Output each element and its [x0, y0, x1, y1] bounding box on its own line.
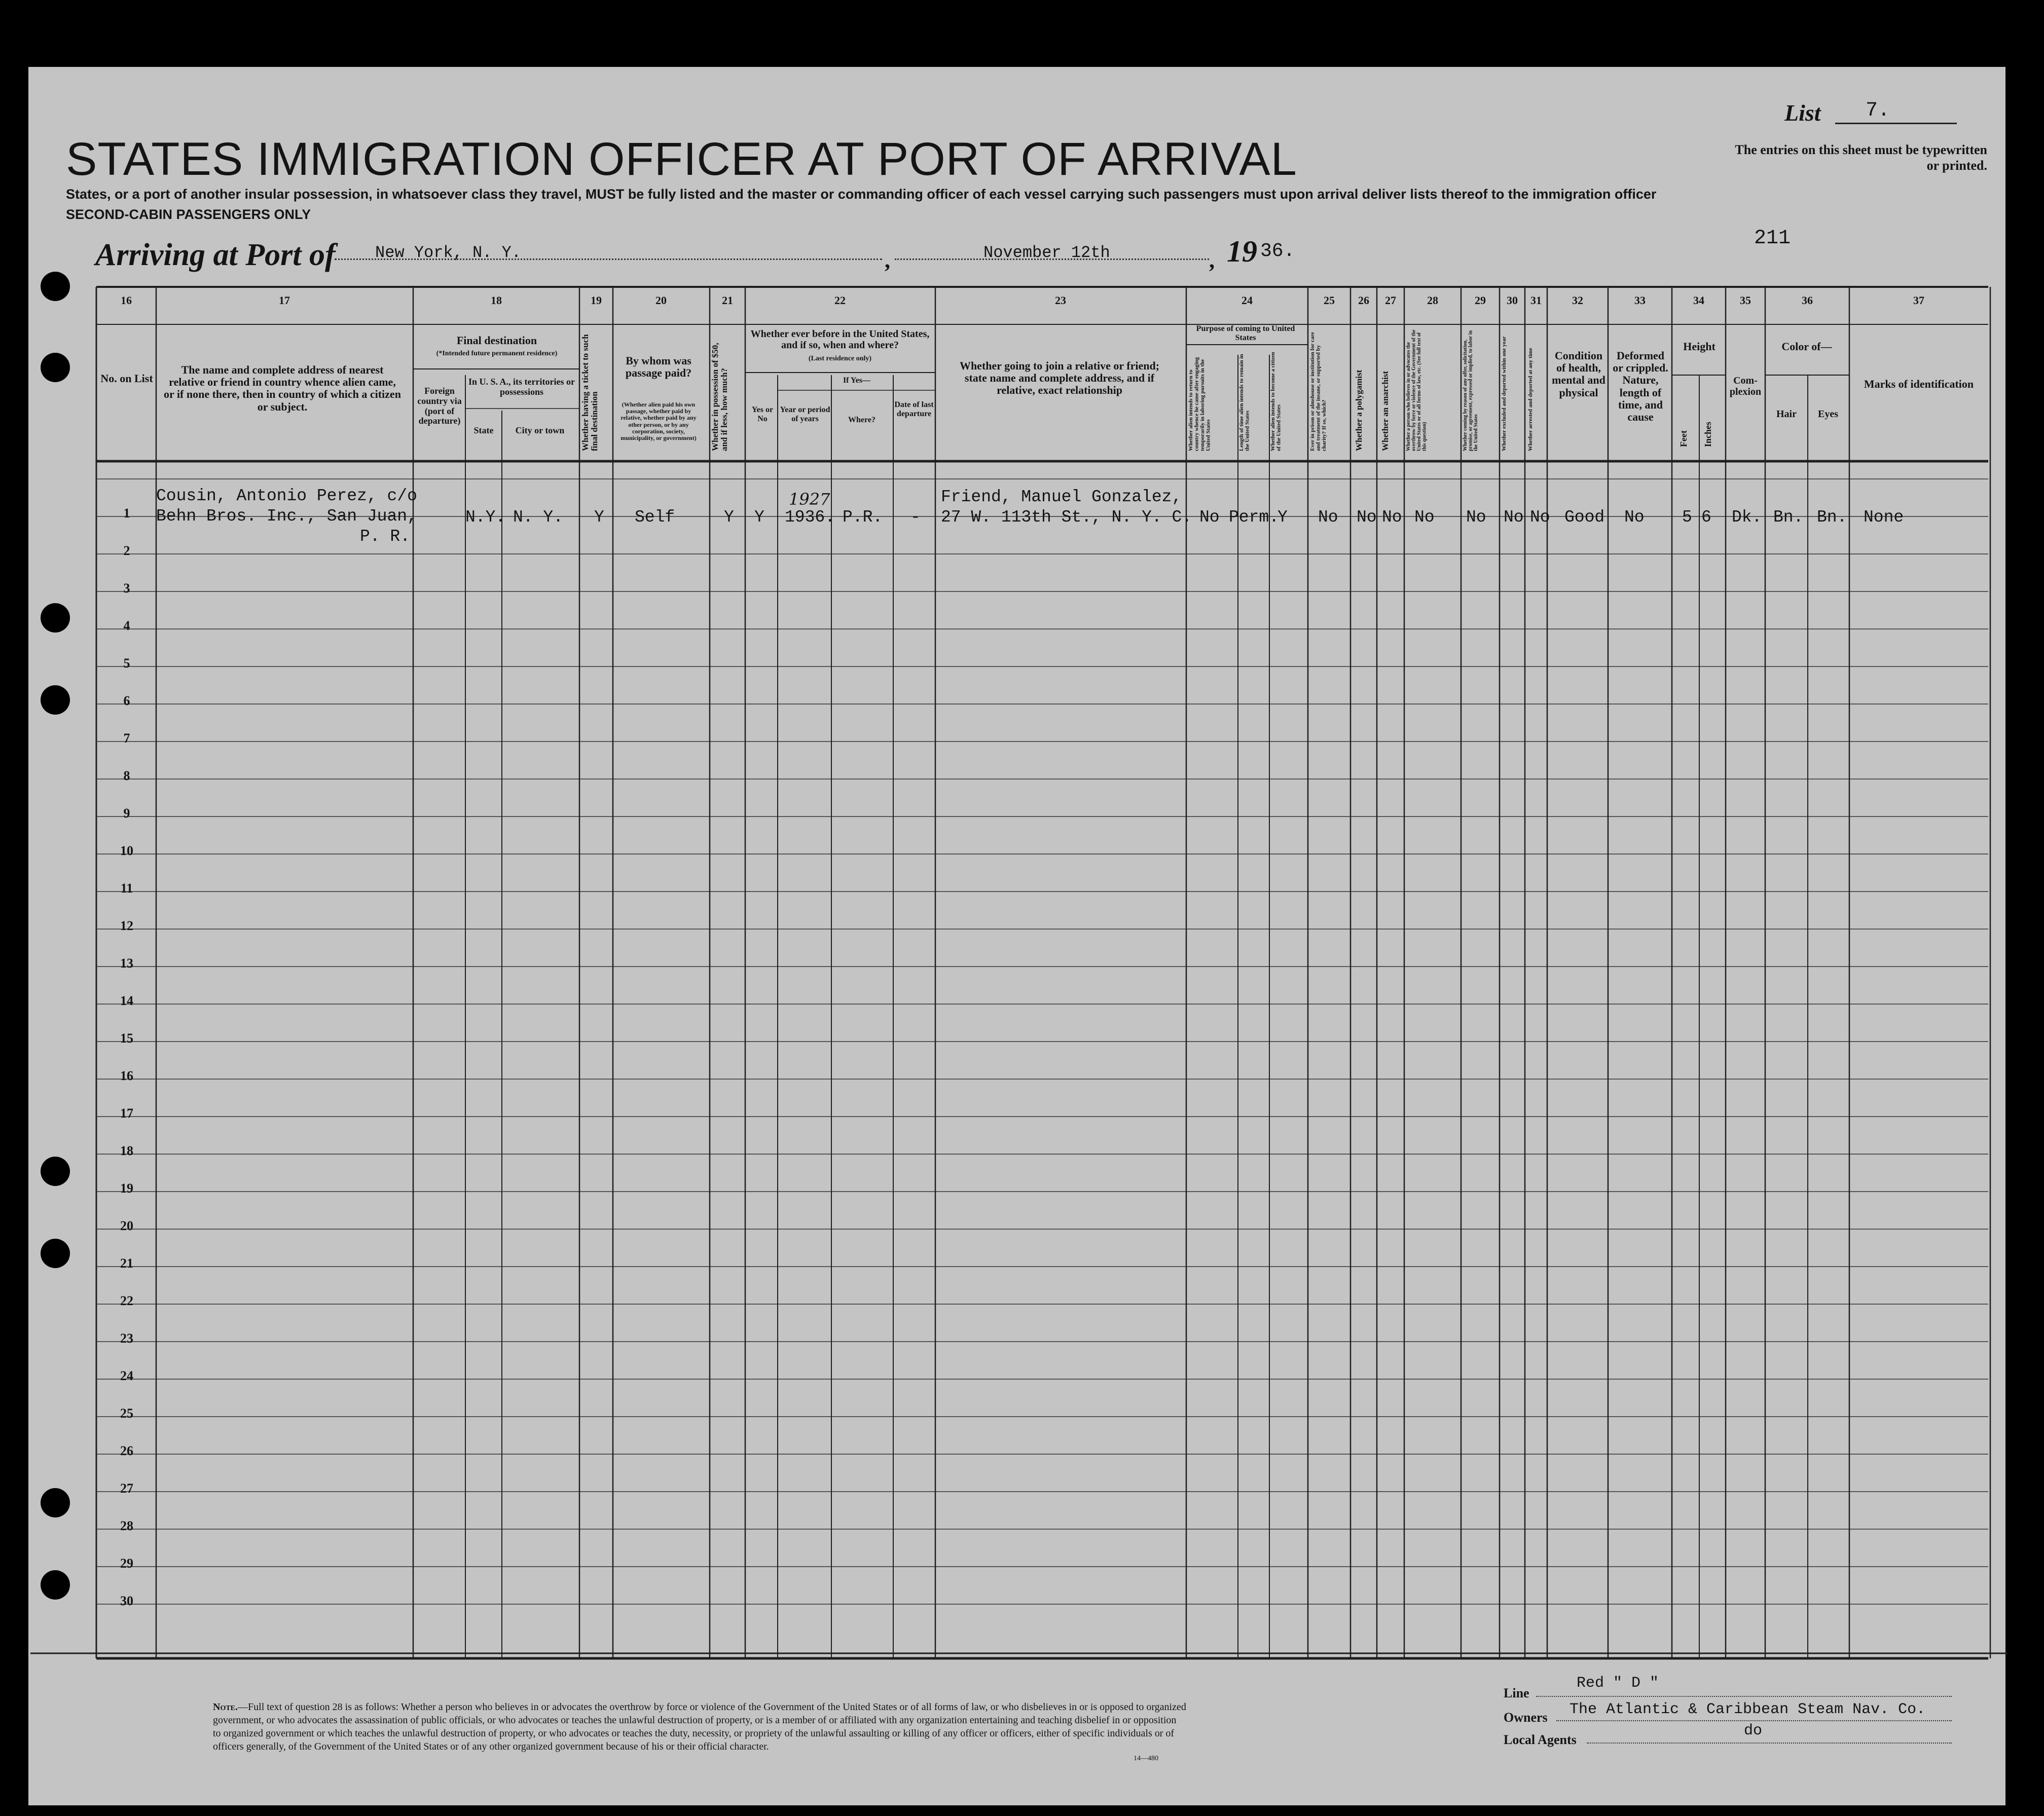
year-prefix: 19: [1227, 235, 1257, 268]
list-number: 7.: [1866, 99, 1890, 122]
row-number: 10: [120, 843, 133, 858]
row-number: 16: [120, 1068, 133, 1083]
col-22-title: Whether ever before in the United States, and if so, when and where?: [750, 328, 930, 351]
col-17-header: The name and complete address of nearest relative or friend in country whence alien came, or if none there, then in country of which a citizen or subject.: [164, 363, 401, 413]
row-number: 26: [120, 1443, 133, 1458]
col-18-title: Final destination: [456, 334, 537, 347]
col-22-date: Date of last departure: [894, 400, 934, 418]
entry-inches: 6: [1701, 508, 1711, 527]
col-34-inches: Inches: [1703, 421, 1713, 447]
row-number: 4: [123, 618, 130, 633]
col-18-city: City or town: [515, 425, 565, 435]
line-value: Red " D ": [1577, 1675, 1659, 1692]
owners-value: The Atlantic & Caribbean Steam Nav. Co.: [1570, 1701, 1926, 1718]
agents-label: Local Agents: [1504, 1732, 1577, 1747]
entry-join-line2: 27 W. 113th St., N. Y. C.: [941, 508, 1192, 527]
col-19-header: Whether having a ticket to such final destination: [580, 334, 599, 451]
entry-citizen: Y: [1278, 508, 1288, 527]
col-18-sub: (*Intended future permanent residence): [436, 350, 558, 357]
entry-labor: No: [1466, 508, 1486, 527]
column-number: 35: [1740, 294, 1751, 307]
arriving-label: Arriving at Port of: [95, 238, 336, 272]
entry-deported: No: [1530, 508, 1550, 527]
col-36-eyes: Eyes: [1818, 409, 1838, 420]
row-number: 28: [120, 1518, 133, 1533]
column-number: 22: [834, 294, 846, 307]
col-22-where: Where?: [848, 416, 875, 424]
entry-length: Perm.: [1229, 508, 1280, 527]
column-number: 21: [722, 294, 733, 307]
owners-label: Owners: [1504, 1710, 1548, 1725]
form-number: 14—480: [1134, 1755, 1158, 1762]
row-number: 1: [123, 506, 130, 521]
row-number: 2: [123, 543, 130, 558]
row-number: 20: [120, 1218, 133, 1233]
entry-ticket: Y: [594, 508, 604, 527]
line-label: Line: [1504, 1686, 1529, 1700]
note-label: Note.: [213, 1701, 238, 1713]
col-36-hair: Hair: [1776, 409, 1797, 420]
year-suffix: 36.: [1260, 240, 1295, 262]
entry-prison: No: [1318, 508, 1338, 527]
col-36-title: Color of—: [1781, 340, 1832, 353]
row-number: 19: [120, 1181, 133, 1196]
entry-departure: -: [910, 508, 921, 527]
column-number: 30: [1507, 294, 1518, 307]
entry-where: P.R.: [843, 508, 883, 527]
row-number: 25: [120, 1406, 133, 1421]
column-number: 26: [1358, 294, 1369, 307]
col-20-title: By whom was passage paid?: [625, 354, 692, 380]
subtitle-line1: States, or a port of another insular possession, in whatsoever class they travel, MUST be fully listed and the master or commanding officer of each vessel carrying such passengers must upon arrival deliver lists thereof to the immigration officer: [66, 187, 1657, 202]
entry-deformed: No: [1624, 508, 1645, 527]
entry-complexion: Dk.: [1732, 508, 1762, 527]
entry-passage: Self: [635, 508, 675, 527]
row-number: 14: [120, 993, 133, 1008]
column-number: 18: [491, 294, 502, 307]
col-28-header: Whether a person who believes in or advocates the overthrow by force or violence of the Government of the United States or of all forms of law, etc. (See full text of this question): [1406, 329, 1428, 451]
column-number: 34: [1693, 294, 1704, 307]
entry-before-yes: Y: [754, 508, 764, 527]
col-34-feet: Feet: [1678, 430, 1689, 447]
entry-feet: 5: [1682, 508, 1692, 527]
col-26-header: Whether a polygamist: [1354, 369, 1364, 451]
col-no-on-list: No. on List: [100, 372, 153, 385]
entry-polygamist: No: [1357, 508, 1377, 527]
column-number: 20: [655, 294, 667, 307]
row-number: 15: [120, 1031, 133, 1046]
col-32-header: Condition of health, mental and physical: [1552, 349, 1605, 399]
column-number: 24: [1242, 294, 1253, 307]
column-number: 32: [1572, 294, 1583, 307]
entry-marks: None: [1864, 508, 1904, 527]
column-number: 25: [1324, 294, 1335, 307]
subtitle-line2: SECOND-CABIN PASSENGERS ONLY: [66, 207, 311, 222]
footer-note: [213, 1700, 1186, 1753]
column-number: 27: [1385, 294, 1396, 307]
list-label: List: [1784, 100, 1821, 126]
row-number: 6: [123, 693, 130, 708]
column-number: 29: [1475, 294, 1486, 307]
entry-eyes: Bn.: [1817, 508, 1847, 527]
row-number: 18: [120, 1143, 133, 1158]
col-18-foreign: Foreign country via (port of departure): [417, 386, 462, 426]
row-number: 27: [120, 1481, 133, 1496]
col-25-header: Ever in prison or almshouse or institution for care and treatment of the insane, or supported by charity? If so, which?: [1309, 332, 1328, 451]
row-number: 22: [120, 1293, 133, 1308]
column-number: 33: [1634, 294, 1646, 307]
entry-relative-line1: Cousin, Antonio Perez, c/o: [156, 487, 417, 505]
entry-relative-line3: P. R.: [360, 527, 411, 546]
entry-city: N. Y.: [513, 508, 564, 527]
col-23-header: Whether going to join a relative or friend; state name and complete address, and if relative, exact relationship: [959, 359, 1160, 397]
row-number: 9: [123, 806, 130, 821]
col-22-ifyes: If Yes—: [843, 376, 871, 385]
col-33-header: Deformed or crippled. Nature, length of time, and cause: [1613, 349, 1668, 423]
col-37-header: Marks of identification: [1864, 378, 1974, 390]
col-20-sub: (Whether alien paid his own passage, whether paid by relative, whether paid by any other person, or by any corporation, society, municipality, or government): [620, 401, 697, 441]
row-number: 30: [120, 1593, 133, 1608]
page-title: STATES IMMIGRATION OFFICER AT PORT OF ARRIVAL: [66, 133, 1297, 185]
column-number: 28: [1427, 294, 1438, 307]
entry-excluded: No: [1504, 508, 1524, 527]
row-number: 17: [120, 1106, 133, 1121]
entry-join-line1: Friend, Manuel Gonzalez,: [941, 488, 1182, 506]
column-number: 16: [121, 294, 132, 307]
date-value: November 12th: [983, 243, 1110, 262]
col-35-header: Com-plexion: [1729, 375, 1762, 397]
col-24-c: Whether alien intends to become a citizen of the United States: [1270, 352, 1282, 451]
entry-return-intent: No: [1199, 508, 1220, 527]
col-18-usa: In U. S. A., its territories or possessions: [468, 377, 575, 397]
col-31-header: Whether arrested and deported at any time: [1527, 348, 1534, 451]
entry-health: Good: [1564, 508, 1605, 527]
row-number: 7: [123, 731, 130, 746]
entry-overthrow: No: [1414, 508, 1435, 527]
row-number: 12: [120, 918, 133, 933]
port-value: New York, N. Y.: [375, 243, 522, 262]
row-number: 24: [120, 1368, 133, 1383]
col-29-header: Whether coming by reason of any offer, solicitation, promise, or agreement, expressed or implied, to labor in the United States: [1463, 330, 1479, 451]
column-number: 31: [1530, 294, 1542, 307]
entry-relative-line2: Behn Bros. Inc., San Juan,: [156, 507, 417, 526]
note-text: —Full text of question 28 is as follows: Whether a person who believes in or advocates the overthrow by force or violence of the Government of the United States or of all forms of law, or who disbelieves in or is opposed to organized government, or who advocates the assassination of public officials, or who advocates or teaches the unlawful destruction of property, or is a member of or affiliated with any organization entertaining and teaching disbelief in or opposition to organized government or which teaches the unlawful destruction of property, or who advocates or teaches the duty, necessity, or propriety of the unlawful assaulting or killing of any officer or officers, either of specific individuals or of officers generally, of the Government of the United States or of any other organized government because of his or their official character.: [213, 1701, 1186, 1752]
row-number: 21: [120, 1256, 133, 1271]
col-18-state: State: [473, 425, 494, 435]
row-number: 13: [120, 956, 133, 971]
entry-year-handwritten: 1927: [789, 490, 830, 509]
entry-money: Y: [724, 508, 734, 527]
col-30-header: Whether excluded and deported within one year: [1501, 336, 1507, 451]
col-24-a: Whether alien intends to return to country whence he came after engaging temporarily in laboring pursuits in the United States: [1188, 357, 1212, 451]
col-22-yesno: Yes or No: [751, 405, 774, 423]
col-24-title: Purpose of coming to United States: [1196, 324, 1295, 342]
row-number: 29: [120, 1556, 133, 1571]
col-24-b: Length of time alien intends to remain in the United States: [1238, 354, 1251, 451]
row-number: 8: [123, 768, 130, 783]
page-number: 211: [1754, 227, 1791, 250]
col-22-year: Year or period of years: [780, 405, 830, 423]
row-number: 23: [120, 1331, 133, 1346]
column-number: 17: [279, 294, 290, 307]
typewritten-note: The entries on this sheet must be typewritten or printed.: [1735, 142, 1987, 173]
col-21-header: Whether in possession of $50, and if less, how much?: [710, 343, 729, 451]
entry-year: 1936.: [785, 508, 835, 527]
col-34-title: Height: [1683, 340, 1716, 353]
column-number: 37: [1913, 294, 1924, 307]
column-number: 23: [1055, 294, 1066, 307]
col-27-header: Whether an anarchist: [1380, 370, 1390, 451]
column-number: 19: [591, 294, 602, 307]
col-22-sub: (Last residence only): [808, 355, 872, 362]
column-number: 36: [1802, 294, 1813, 307]
row-number: 3: [123, 581, 130, 596]
agents-value: do: [1744, 1722, 1763, 1739]
row-number: 5: [123, 656, 130, 671]
entry-state: N.Y.: [465, 508, 506, 527]
row-number: 11: [120, 881, 133, 896]
entry-anarchist: No: [1382, 508, 1402, 527]
entry-hair: Bn.: [1773, 508, 1804, 527]
